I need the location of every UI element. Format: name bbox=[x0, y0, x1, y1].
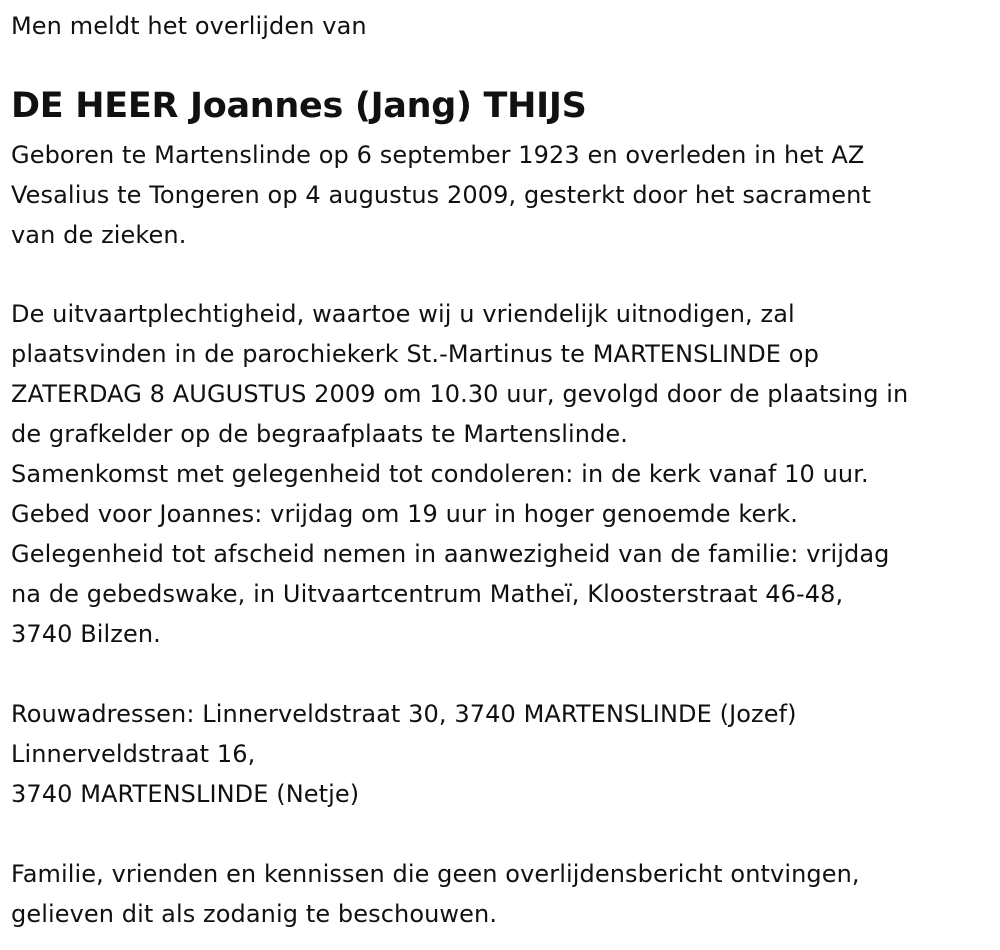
paragraph-line: gelieven dit als zodanig te beschouwen. bbox=[11, 900, 498, 928]
paragraph-line: Samenkomst met gelegenheid tot condoleren: in de kerk vanaf 10 uur. bbox=[11, 460, 869, 488]
mourning-addresses bbox=[11, 694, 797, 814]
paragraph-line: 3740 MARTENSLINDE (Netje) bbox=[11, 780, 360, 808]
paragraph-line: Rouwadressen: Linnerveldstraat 30, 3740 MARTENSLINDE (Jozef) bbox=[11, 700, 797, 728]
paragraph-line: De uitvaartplechtigheid, waartoe wij u vriendelijk uitnodigen, zal bbox=[11, 300, 795, 328]
paragraph-line: van de zieken. bbox=[11, 221, 187, 249]
paragraph-line: Familie, vrienden en kennissen die geen overlijdensbericht ontvingen, bbox=[11, 860, 860, 888]
paragraph-line: 3740 Bilzen. bbox=[11, 620, 161, 648]
closing-paragraph bbox=[11, 854, 860, 934]
funeral-paragraph bbox=[11, 294, 908, 654]
paragraph-line: Linnerveldstraat 16, bbox=[11, 740, 256, 768]
birth-death-paragraph bbox=[11, 135, 871, 255]
paragraph-line: Geboren te Martenslinde op 6 september 1923 en overleden in het AZ bbox=[11, 141, 865, 169]
paragraph-line: Gelegenheid tot afscheid nemen in aanwezigheid van de familie: vrijdag bbox=[11, 540, 890, 568]
deceased-name: DE HEER Joannes (Jang) THIJS bbox=[11, 86, 587, 126]
paragraph-line: Gebed voor Joannes: vrijdag om 19 uur in hoger genoemde kerk. bbox=[11, 500, 799, 528]
intro-text: Men meldt het overlijden van bbox=[11, 12, 367, 40]
paragraph-line: Vesalius te Tongeren op 4 augustus 2009, gesterkt door het sacrament bbox=[11, 181, 871, 209]
paragraph-line: de grafkelder op de begraafplaats te Martenslinde. bbox=[11, 420, 629, 448]
paragraph-line: na de gebedswake, in Uitvaartcentrum Matheï, Kloosterstraat 46-48, bbox=[11, 580, 844, 608]
paragraph-line: plaatsvinden in de parochiekerk St.-Martinus te MARTENSLINDE op bbox=[11, 340, 819, 368]
paragraph-line: ZATERDAG 8 AUGUSTUS 2009 om 10.30 uur, gevolgd door de plaatsing in bbox=[11, 380, 909, 408]
